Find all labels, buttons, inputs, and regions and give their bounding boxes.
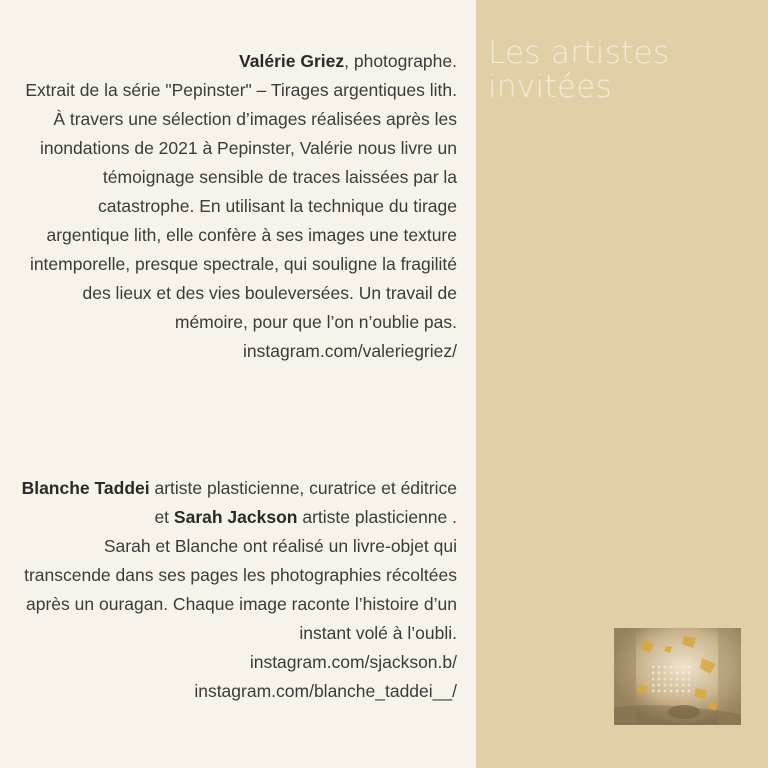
- artwork-photo-icon: [614, 628, 741, 725]
- artist-2-name-2: Sarah Jackson: [173, 507, 298, 527]
- artist-2-instagram-link-2[interactable]: instagram.com/blanche_taddei__/: [194, 681, 457, 701]
- artist-2-role-1: artiste plasticienne, curatrice et éditrice et: [149, 478, 457, 527]
- title-line-1: Les artistes: [488, 35, 670, 71]
- artist-2-block: [20, 474, 457, 706]
- artist-1-description: À travers une sélection d’images réalisées après les inondations de 2021 à Pepinster, Valérie nous livre un témoignage sensible de traces laissées par la catastrophe. En utilisant la technique du tirage argentique lith, elle confère à ses images une texture intemporelle, presque spectrale, qui souligne la fragilité des lieux et des vies bouleversées. Un travail de mémoire, pour que l’on n’oublie pas.: [29, 109, 457, 332]
- artist-1-heading: [20, 47, 457, 76]
- artwork-thumbnail-image: [614, 628, 741, 725]
- artist-2-heading: [20, 474, 457, 532]
- artist-2-name-1: Blanche Taddei: [21, 478, 150, 498]
- artist-1-name: Valérie Griez: [239, 51, 345, 71]
- artist-2-role-2: artiste plasticienne .: [297, 507, 457, 527]
- artist-2-description: Sarah et Blanche ont réalisé un livre-objet qui transcende dans ses pages les photographies récoltées après un ouragan. Chaque image raconte l’histoire d’un instant volé à l’oubli.: [24, 536, 457, 643]
- title-line-2: invitées: [488, 69, 613, 105]
- artist-1-role: , photographe.: [344, 51, 457, 71]
- artist-1-instagram-link[interactable]: instagram.com/valeriegriez/: [243, 341, 457, 361]
- artist-1-block: [20, 47, 457, 366]
- artist-1-series: Extrait de la série "Pepinster" – Tirages argentiques lith.: [25, 80, 457, 100]
- artist-2-instagram-link-1[interactable]: instagram.com/sjackson.b/: [249, 652, 457, 672]
- section-title: [488, 36, 758, 104]
